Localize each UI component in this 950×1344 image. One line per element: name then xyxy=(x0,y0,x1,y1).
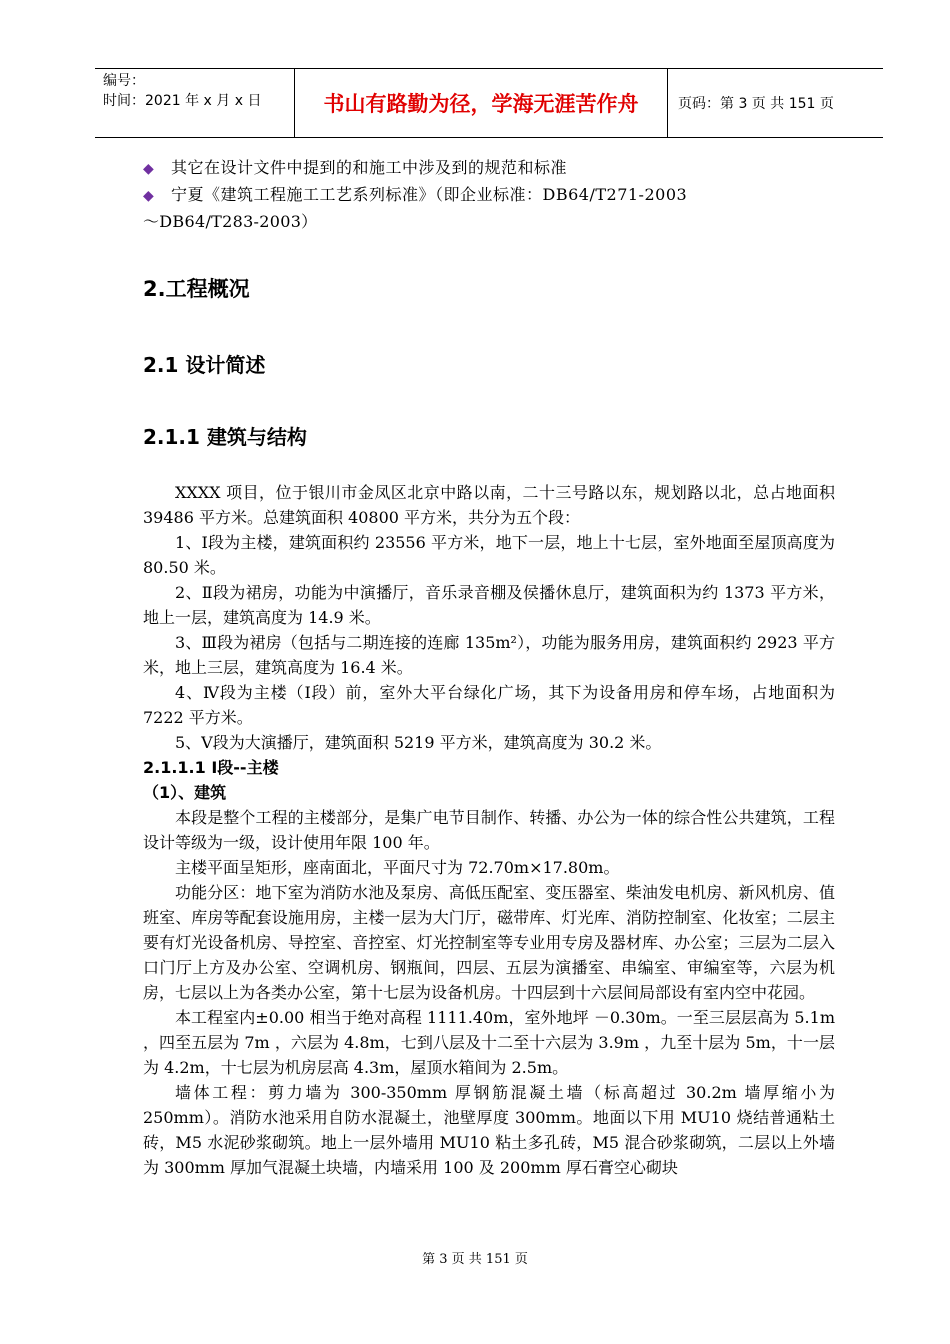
paragraph: 1、Ⅰ段为主楼，建筑面积约 23556 平方米，地下一层，地上十七层，室外地面至屋顶高度为 80.50 米。 xyxy=(143,533,835,577)
paragraph: 主楼平面呈矩形，座南面北，平面尺寸为 72.70m×17.80m。 xyxy=(175,858,620,877)
header-motto: 书山有路勤为径，学海无涯苦作舟 xyxy=(295,69,668,137)
code-label: 编号： xyxy=(103,73,145,89)
page-footer: 第 3 页 共 151 页 xyxy=(422,1252,528,1267)
paragraph: 4、Ⅳ段为主楼（Ⅰ段）前，室外大平台绿化广场，其下为设备用房和停车场，占地面积为 7222 平方米。 xyxy=(143,683,835,727)
item-heading: （1）、建筑 xyxy=(143,783,227,802)
body-text xyxy=(143,480,835,1180)
header-meta xyxy=(95,69,295,137)
paragraph: 本段是整个工程的主楼部分，是集广电节目制作、转播、办公为一体的综合性公共建筑，工程设计等级为一级，设计使用年限 100 年。 xyxy=(143,808,835,852)
section-heading: 2.工程概况 xyxy=(143,277,250,301)
paragraph: 2、Ⅱ段为裙房，功能为中演播厅，音乐录音棚及侯播休息厅，建筑面积为约 1373 平方米，地上一层，建筑高度为 14.9 米。 xyxy=(143,583,835,627)
paragraph: 墙体工程：剪力墙为 300-350mm 厚钢筋混凝土墙（标高超过 30.2m 墙厚缩小为 250mm）。消防水池采用自防水混凝土，池壁厚度 300mm。地面以下用 MU10 烧结普通粘土砖，M5 水泥砂浆砌筑。地上一层外墙用 MU10 粘土多孔砖，M5 混合砂浆砌筑，二层以上外墙为 300mm 厚加气混凝土块墙，内墙采用 100 及 200mm 厚石膏空心砌块 xyxy=(143,1083,835,1177)
bullet-continuation: ～DB64/T283-2003） xyxy=(143,212,318,231)
subsection-heading: 2.1 设计简述 xyxy=(143,353,266,377)
time-label: 时间：2021 年 x 月 x 日 xyxy=(103,93,262,109)
page-header xyxy=(95,68,883,138)
segment-heading: 2.1.1.1 Ⅰ段--主楼 xyxy=(143,758,279,777)
diamond-bullet-icon: ◆ xyxy=(143,188,155,204)
paragraph: 3、Ⅲ段为裙房（包括与二期连接的连廊 135m²），功能为服务用房，建筑面积约 2923 平方米，地上三层，建筑高度为 16.4 米。 xyxy=(143,633,835,677)
bullet-item: ◆ 其它在设计文件中提到的和施工中涉及到的规范和标准 xyxy=(143,155,835,182)
paragraph: 功能分区：地下室为消防水池及泵房、高低压配室、变压器室、柴油发电机房、新风机房、值班室、库房等配套设施用房，主楼一层为大门厅，磁带库、灯光库、消防控制室、化妆室；二层主要有灯光设备机房、导控室、音控室、灯光控制室等专业用专房及器材库、办公室；三层为二层入口门厅上方及办公室、空调机房、钢瓶间，四层、五层为演播室、串编室、审编室等，六层为机房，七层以上为各类办公室，第十七层为设备机房。十四层到十六层间局部设有室内空中花园。 xyxy=(143,883,835,1002)
header-page-code: 页码：第 3 页 共 151 页 xyxy=(678,96,834,112)
bullet-item: ◆ 宁夏《建筑工程施工工艺系列标准》（即企业标准：DB64/T271-2003 xyxy=(143,182,835,209)
paragraph: 本工程室内±0.00 相当于绝对高程 1111.40m，室外地坪 －0.30m。一至三层层高为 5.1m ，四至五层为 7m ，六层为 4.8m，七到八层及十二至十六层为 3.9m ，九至十层为 5m，十一层为 4.2m，十七层为机房层高 4.3m，屋顶水箱间为 2.5m。 xyxy=(143,1008,835,1077)
document-body xyxy=(143,155,835,1177)
subsubsection-heading: 2.1.1 建筑与结构 xyxy=(143,425,307,449)
paragraph: 5、Ⅴ段为大演播厅，建筑面积 5219 平方米，建筑高度为 30.2 米。 xyxy=(175,733,662,752)
diamond-bullet-icon: ◆ xyxy=(143,161,155,177)
paragraph: XXXX 项目，位于银川市金凤区北京中路以南，二十三号路以东，规划路以北，总占地面积 39486 平方米。总建筑面积 40800 平方米，共分为五个段： xyxy=(143,483,835,527)
